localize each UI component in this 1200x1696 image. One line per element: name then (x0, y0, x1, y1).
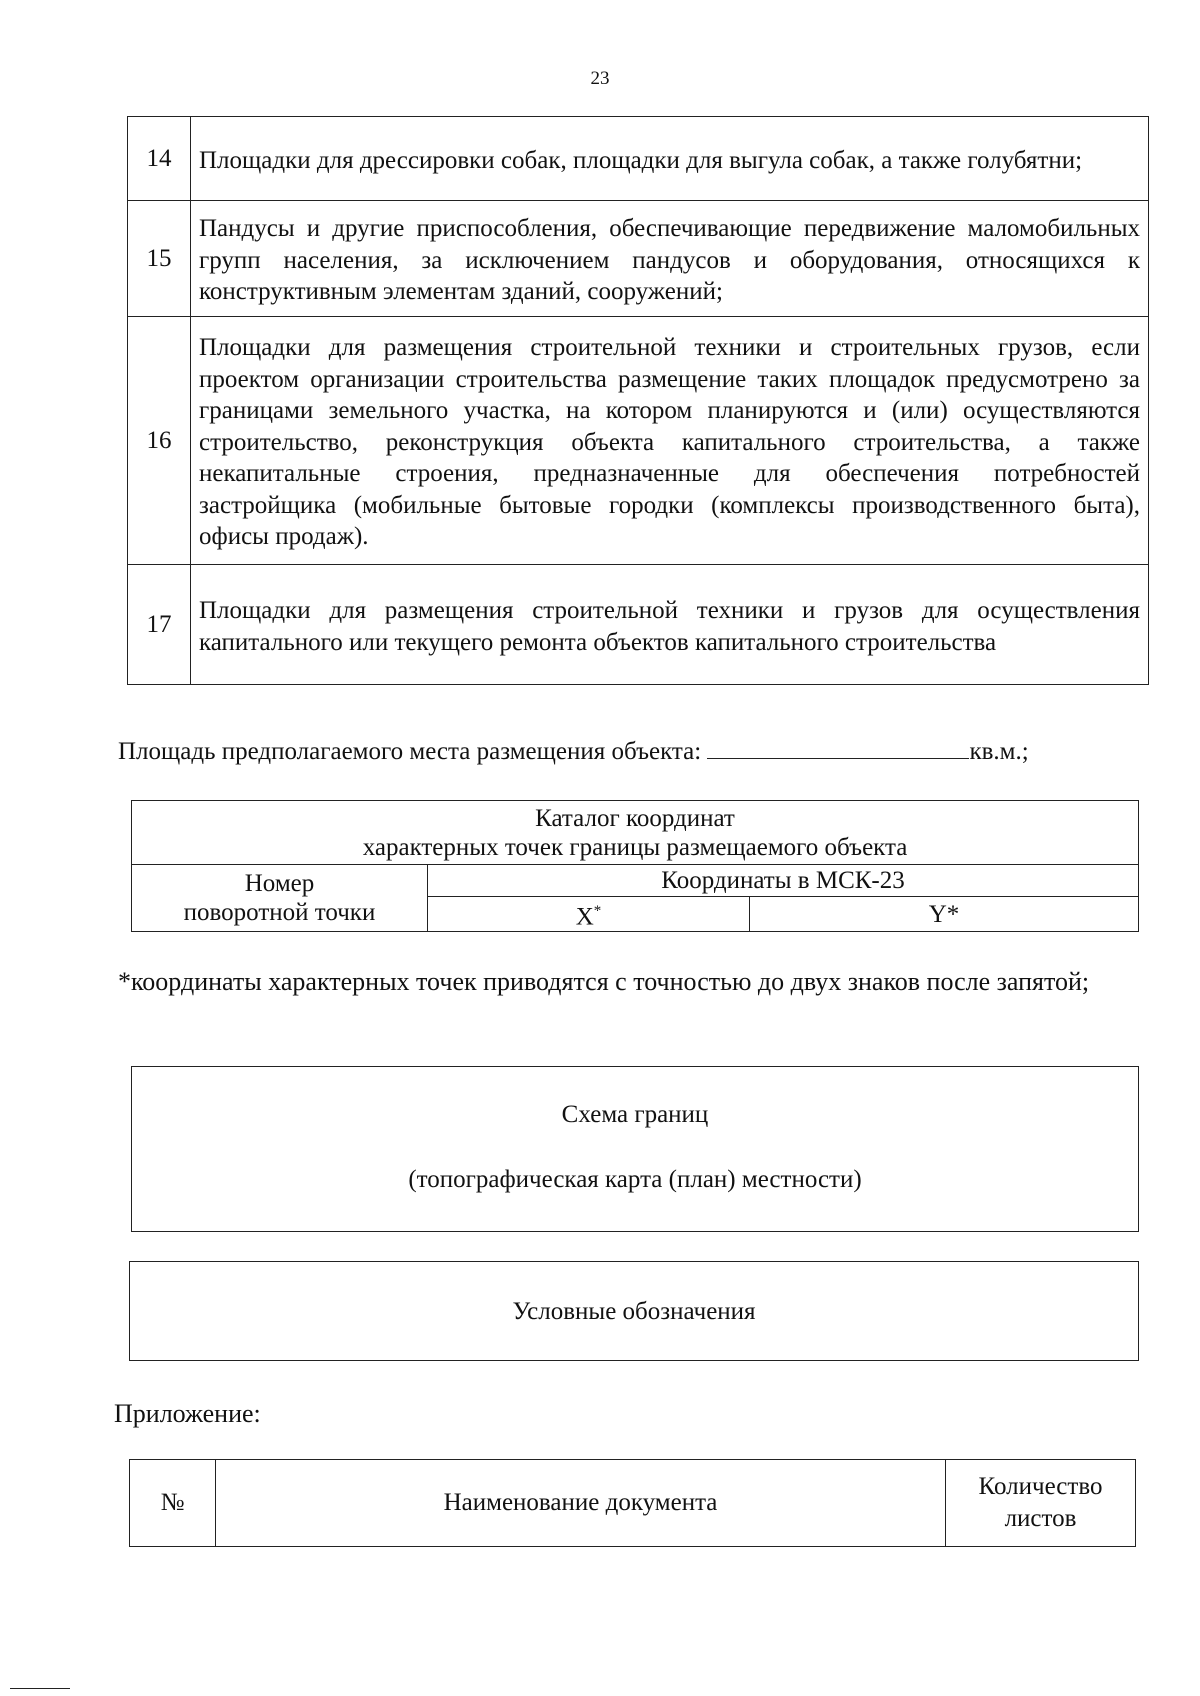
row-number: 15 (128, 201, 191, 317)
row-text: Площадки для размещения строительной техники и строительных грузов, если проектом организации строительства размещение таких площадок предусмотрено за границами земельного участка, на котором планируются и (или) осуществляются строительство, реконструкция объекта капитального строительства, а также некапитальные строения, предназначенные для обеспечения потребностей застройщика (мобильные бытовые городки (комплексы производственного быта), офисы продаж). (191, 317, 1149, 565)
document-name-column-header: Наименование документа (216, 1460, 946, 1547)
catalog-title (132, 801, 1139, 865)
scheme-box (131, 1066, 1139, 1232)
legend-title: Условные обозначения (512, 1298, 756, 1325)
objects-table (127, 116, 1149, 685)
table-row (128, 201, 1149, 317)
x-header (428, 897, 750, 932)
scheme-title: Схема границ (561, 1101, 709, 1128)
appendix-header-row (130, 1460, 1136, 1547)
catalog-title-line1: Каталог координат (535, 804, 735, 832)
scheme-subtitle: (топографическая карта (план) местности) (408, 1166, 862, 1193)
x-header-mark: * (593, 903, 602, 919)
area-line (118, 738, 1029, 766)
appendix-label: Приложение: (114, 1399, 261, 1428)
page-number: 23 (590, 68, 610, 89)
margin-rule (10, 1688, 70, 1689)
point-number-header (132, 865, 428, 932)
area-label: Площадь предполагаемого места размещения объекта: (118, 738, 702, 765)
y-header: Y* (750, 897, 1139, 932)
point-number-header-line1: Номер (244, 870, 315, 898)
sheets-count-column-header (946, 1460, 1136, 1547)
sheets-count-header-line1: Количество (978, 1473, 1103, 1500)
coordinates-catalog-table (131, 800, 1139, 932)
coordinates-footnote: *координаты характерных точек приводятся с точностью до двух знаков после запятой; (118, 967, 1090, 996)
sheets-count-header-line2: листов (1004, 1505, 1077, 1532)
row-number: 16 (128, 317, 191, 565)
row-text: Площадки для размещения строительной техники и грузов для осуществления капитального или текущего ремонта объектов капитального строительства (191, 565, 1149, 685)
coords-system-header: Координаты в МСК-23 (428, 865, 1139, 897)
table-row (128, 565, 1149, 685)
table-row (128, 317, 1149, 565)
x-header-label: X (575, 903, 594, 931)
catalog-title-line2: характерных точек границы размещаемого объекта (362, 833, 908, 861)
table-row (128, 117, 1149, 201)
point-number-header-line2: поворотной точки (183, 899, 376, 927)
row-number: 17 (128, 565, 191, 685)
legend-box (129, 1261, 1139, 1361)
area-unit: кв.м.; (969, 738, 1029, 765)
appendix-documents-table (129, 1459, 1136, 1547)
number-column-header: № (130, 1460, 216, 1547)
row-text: Площадки для дрессировки собак, площадки для выгула собак, а также голубятни; (191, 117, 1149, 201)
area-blank-field (707, 738, 969, 759)
row-number: 14 (128, 117, 191, 201)
catalog-header-row (132, 865, 1139, 897)
catalog-title-row (132, 801, 1139, 865)
row-text: Пандусы и другие приспособления, обеспечивающие передвижение маломобильных групп населения, за исключением пандусов и оборудования, относящихся к конструктивным элементам зданий, сооружений; (191, 201, 1149, 317)
